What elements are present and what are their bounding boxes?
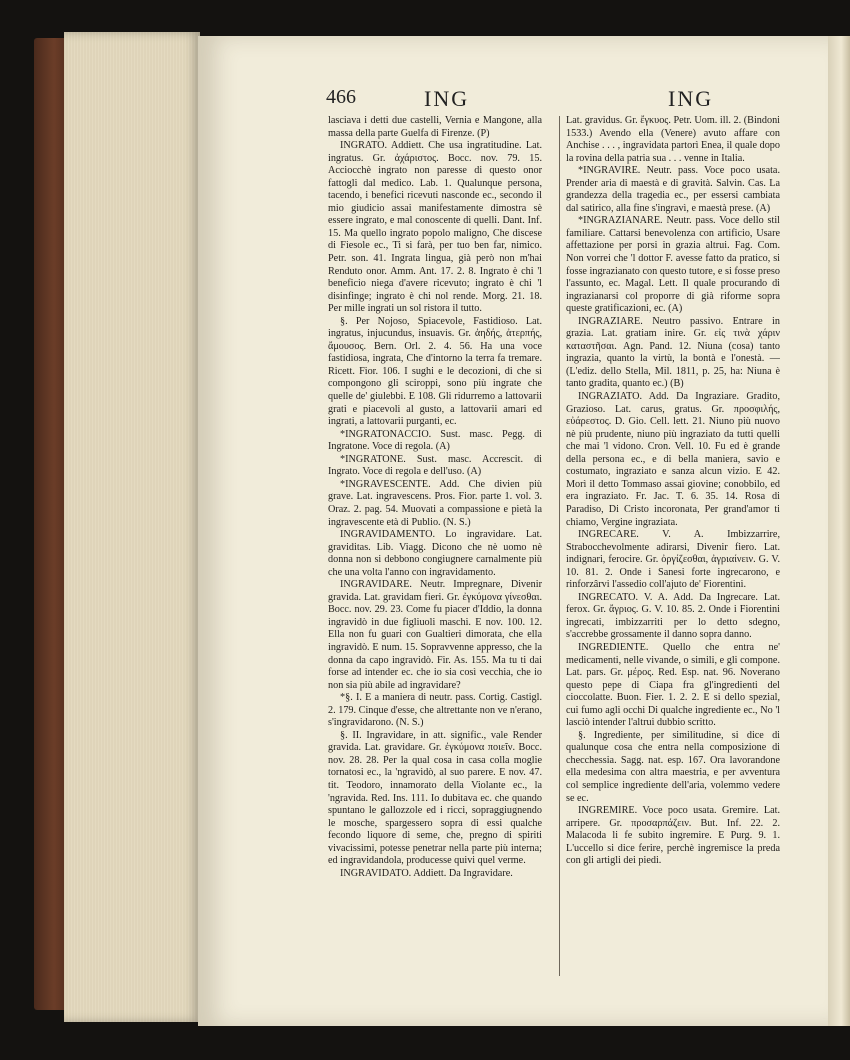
entry-paragraph: *INGRATONE. Sust. masc. Accrescit. di Ingrato. Voce di regola e dell'uso. (A)	[328, 453, 542, 478]
facing-page-edge	[828, 36, 850, 1026]
running-header	[198, 86, 828, 112]
entry-paragraph: INGRATO. Addiett. Che usa ingratitudine. Lat. ingratus. Gr. ἀχάριστος. Bocc. nov. 79. 15. Acciocchè ingrato non paresse di questo onor fattogli dal medico. Lab. 1. Qualunque persona, tacendo, i benefici ricevuti nasconde ec., secondo il mio giudicio assai manifestamente dimostra sè essere ingrato, e mal conoscente di quelli. Dant. Inf. 15. Ma quello ingrato popolo maligno, Che discese di Fiesole ec., Ti si farà, per tuo ben far, nimico. Petr. son. 41. Ingrata lingua, già però non m'hai Renduto onor. Amm. Ant. 17. 2. 8. Ingrato è chi 'l beneficio niega d'avere ricevuto; ingrato è chi 'l disinfinge; ingrato è chi nol rende. Morg. 21. 18. Per mille ingrati un sol ristora il tutto.	[328, 140, 542, 315]
entry-paragraph: INGRAVIDATO. Addiett. Da Ingravidare.	[340, 867, 513, 879]
running-head-left: ING	[424, 86, 470, 111]
entry-paragraph: *INGRAZIANARE. Neutr. pass. Voce dello stil familiare. Cattarsi benevolenza con artificio, Usare affettazione per porsi in grazia altrui. Fag. Com. Non vorrei che 'l dottor F. avesse fatto da pratico, si fosse ingrazianato con questo tutore, e si fosse preso l'assunto, ec. Magal. Lett. Il quale procurando di ingrazianarsi col proporre di già riforme sopra queste gratificazioni, ec. (A)	[566, 215, 780, 315]
running-head-right: ING	[668, 86, 714, 111]
book-page	[198, 36, 828, 1026]
entry-paragraph: §. Per Nojoso, Spiacevole, Fastidioso. Lat. ingratus, injucundus, insuavis. Gr. ἀηδής, ἀτερπής, ἄμουσος. Bern. Orl. 2. 4. 56. Ha una voce fastidiosa, ingrata, Che d'intorno la terra fa tremare. Ricett. Fior. 106. I sughi e le decozioni, di che si compongono gli sciroppi, sono più ingrate che quelle de' giulebbi. E 108. Gli ridurremo a lattovarii grati e piacevoli al gusto, a lattovarii amari ed ingrati, a lattovarii purganti, ec.	[328, 315, 542, 428]
entry-paragraph: lasciava i detti due castelli, Vernia e Mangone, alla massa della parte Guelfa di Firenze. (P)	[328, 115, 542, 139]
entry-paragraph: INGREMIRE. Voce poco usata. Gremire. Lat. arripere. Gr. προσαρπάζειν. But. Inf. 22. 2. Malacoda li fe subito ingremire. E Purg. 9. 1. L'uccello si dice ferire, perchè ingremisce la preda con gli artigli dei piedi.	[566, 805, 780, 867]
entry-paragraph: INGRECARE. V. A. Imbizzarrire, Strabocchevolmente adirarsi, Divenir fiero. Lat. indignari, ferocire. Gr. ὀργίζεσθαι, ἀγριαίνειν. G. V. 10. 81. 2. Onde i Sanesi forte ingrecarono, e rinforzârvi l'assedio coll'ajuto de' Fiorentini.	[566, 529, 780, 591]
entry-paragraph: §. II. Ingravidare, in att. signific., vale Render gravida. Lat. gravidare. Gr. ἐγκύμονα ποιεῖν. Bocc. nov. 28. 28. Per la qual cosa in casa colla moglie tornatosi ec., la 'ngravidò, al suo parere. E nov. 47. tit. Teodoro, innamorato della Violante ec., la 'ngravida. Red. Ins. 111. Io dubitava ec. che quando spuntano le gallozzole ed i ricci, sopraggiugnendo le mosche, spargessero sopra di essi qualche fecondo liquore di seme, che, pregno di spiriti vivacissimi, potesse penetrar nella parte più interna; ed ingravidandola, producesse quivi quel verme.	[328, 729, 542, 867]
entry-paragraph: *INGRAVESCENTE. Add. Che divien più grave. Lat. ingravescens. Pros. Fior. parte 1. vol. 3. Oraz. 2. pag. 54. Muovati a compassione e pietà la ingravescente età di Publio. (N. S.)	[328, 478, 542, 528]
entry-paragraph: INGRECATO. V. A. Add. Da Ingrecare. Lat. ferox. Gr. ἄγριος. G. V. 10. 85. 2. Onde i Fiorentini ingrecati, imbizzarriti per lo detto sdegno, s'accrebbe grossamente il danno sopra danno.	[566, 591, 780, 641]
entry-paragraph: INGRAZIATO. Add. Da Ingraziare. Gradito, Grazioso. Lat. carus, gratus. Gr. προσφιλής, εὐάρεστος. D. Gio. Cell. lett. 21. Niuno più nuovo nè più prudente, niuno più ingraziato da tutti quelli che mai 'l vidono. Cron. Vell. 10. Fu ed è grande della persona ec., e di bella maniera, savio e costumato, ingraziato e sanza alcun vizio. E 42. Morì il detto Tommaso assai giovine; conobbilo, ed era ingraziato. Fr. Jac. T. 6. 35. 14. Rosa di Paradiso, Di Cristo incoronata, Per grand'amor ti chiamo, Vergine ingraziata.	[566, 391, 780, 528]
entry-paragraph: INGRAVIDAMENTO. Lo ingravidare. Lat. graviditas. Lib. Viagg. Dicono che nè uomo nè donna non si debbono congiugnere carnalmente più che una volta l'anno con ingravidamento.	[328, 529, 542, 578]
page-stack-edges	[64, 32, 200, 1022]
entry-paragraph: Lat. gravidus. Gr. ἔγκυος. Petr. Uom. ill. 2. (Bindoni 1533.) Avendo ella (Venere) avuto affare con Anchise . . . , ingravidata partorì Enea, il quale dopo la rovina della patria sua . . . venne in Italia.	[566, 115, 780, 164]
entry-paragraph: INGRAZIARE. Neutro passivo. Entrare in grazia. Lat. gratiam inire. Gr. εἰς τινὰ χάριν καταστῆσαι. Agn. Pand. 12. Niuna (cosa) tanto ingrazia, quanto la virtù, la bontà e l'onestà. — (L'ediz. dello Stella, Mil. 1811, p. 25, ha: Niuna è tanto gradita, quanto ec.) (B)	[566, 315, 780, 390]
entry-paragraph: *INGRAVIRE. Neutr. pass. Voce poco usata. Prender aria di maestà e di gravità. Salvin. Cas. La grandezza della tragedia ec., per essersi cambiata dal satirico, alla fine s'ingravì, e maestà prese. (A)	[566, 165, 780, 214]
left-column	[328, 115, 542, 880]
entry-paragraph: INGREDIENTE. Quello che entra ne' medicamenti, nelle vivande, o simili, e gli compone. Lat. pars. Gr. μέρος. Red. Esp. nat. 96. Noverano questo pepe di Ciapa fra gl'ingredienti del cioccolatte. Buon. Fier. 1. 2. 2. E si dello spezial, cui fumo agli occhi Di qualche ingrediente ec., No 'l lasciò intender l'altrui dubbio scritto.	[566, 641, 780, 729]
right-column	[566, 115, 780, 868]
entry-paragraph: *INGRATONACCIO. Sust. masc. Pegg. di Ingratone. Voce di regola. (A)	[328, 428, 542, 453]
entry-paragraph: §. Ingrediente, per similitudine, si dice di qualunque cosa che entra nella composizione di checchessia. Sagg. nat. esp. 167. Ora lavorandone ella medesima con altra maestria, e per avventura col semplice ingrediente dell'aria, volemmo vedere se ec.	[566, 729, 780, 804]
page-number: 466	[326, 86, 356, 108]
entry-paragraph: *§. I. E a maniera di neutr. pass. Cortig. Castigl. 2. 179. Cinque d'esse, che altrettante non ve n'erano, s'ingravidarono. (N. S.)	[328, 692, 542, 729]
column-divider	[559, 116, 560, 976]
entry-paragraph: INGRAVIDARE. Neutr. Impregnare, Divenir gravida. Lat. gravidam fieri. Gr. ἐγκύμονα γίνεσθαι. Bocc. nov. 29. 23. Come fu piacer d'Iddio, la donna ingravidò in due figliuoli maschi. E nov. 100. 12. Ella non fu guari con Gualtieri dimorata, che ella ingravidò. E num. 15. Sopravvenne appresso, che la donna da capo ingravidò. Fir. As. 155. Ma tu ti dai forse ad intender ec. che io sia così vecchia, che io non sia più abile ad ingravidare?	[328, 579, 542, 691]
